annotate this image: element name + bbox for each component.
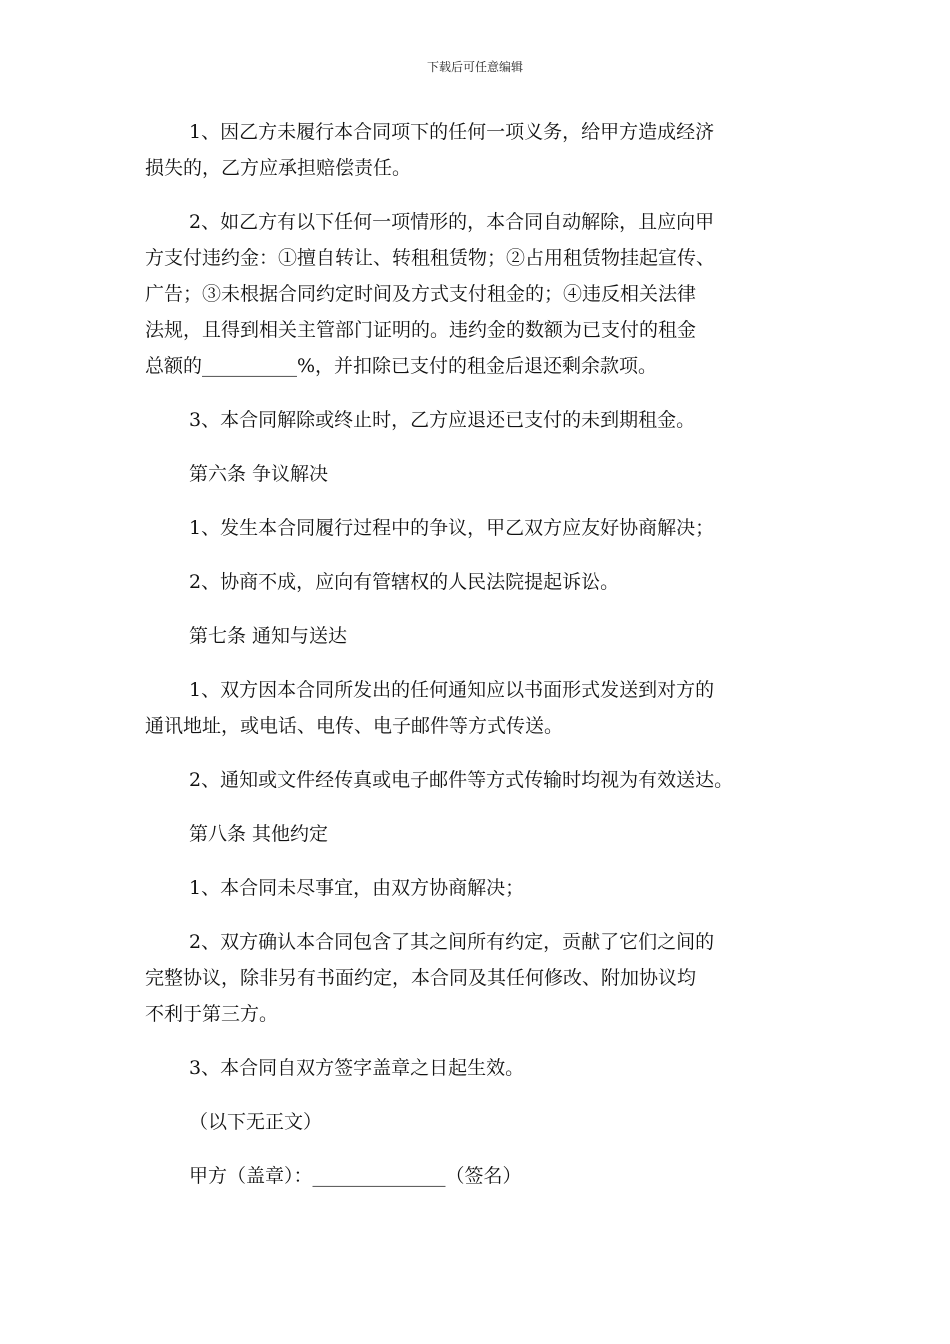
text-line: （以下无正文）	[189, 1111, 323, 1133]
document-body	[145, 114, 815, 1194]
party-a-signature-line: 甲方（盖章）：______________（签名）	[189, 1165, 522, 1187]
text-line: 1、本合同未尽事宜，由双方协商解决；	[189, 877, 525, 899]
text-line: 2、通知或文件经传真或电子邮件等方式传输时均视为有效送达。	[189, 769, 734, 791]
paragraph-refund	[145, 402, 815, 438]
text-line: 完整协议，除非另有书面约定，本合同及其任何修改、附加协议均	[145, 967, 697, 989]
text-line: 不利于第三方。	[145, 1003, 279, 1025]
paragraph-other-matters	[145, 870, 815, 906]
text-line: 2、如乙方有以下任何一项情形的，本合同自动解除，且应向甲	[189, 211, 715, 233]
text-line: 2、协商不成，应向有管辖权的人民法院提起诉讼。	[189, 571, 620, 593]
text-line: 2、双方确认本合同包含了其之间所有约定，贡献了它们之间的	[189, 931, 715, 953]
text-line: 3、本合同自双方签字盖章之日起生效。	[189, 1057, 525, 1079]
text-line: 损失的，乙方应承担赔偿责任。	[145, 157, 412, 179]
paragraph-dispute-litigation	[145, 564, 815, 600]
text-line: 方支付违约金：①擅自转让、转租租赁物；②占用租赁物挂起宣传、	[145, 247, 716, 269]
text-line: 1、发生本合同履行过程中的争议，甲乙双方应友好协商解决；	[189, 517, 715, 539]
section-heading-dispute: 第六条 争议解决	[189, 463, 329, 485]
section-heading-other: 第八条 其他约定	[189, 823, 329, 845]
paragraph-notice-method	[145, 672, 815, 744]
paragraph-breach-liability	[145, 114, 815, 186]
paragraph-dispute-negotiation	[145, 510, 815, 546]
text-line: 3、本合同解除或终止时，乙方应退还已支付的未到期租金。	[189, 409, 696, 431]
text-line: 1、双方因本合同所发出的任何通知应以书面形式发送到对方的	[189, 679, 715, 701]
paragraph-effective-date	[145, 1050, 815, 1086]
page-header: 下载后可任意编辑	[426, 60, 523, 74]
text-line: 广告；③未根据合同约定时间及方式支付租金的；④违反相关法律	[145, 283, 697, 305]
paragraph-termination-conditions	[145, 204, 815, 384]
end-of-text-note	[145, 1104, 815, 1140]
paragraph-entire-agreement	[145, 924, 815, 1032]
text-line: 1、因乙方未履行本合同项下的任何一项义务，给甲方造成经济	[189, 121, 715, 143]
paragraph-notice-delivery	[145, 762, 815, 798]
text-line: 法规，且得到相关主管部门证明的。违约金的数额为已支付的租金	[145, 319, 697, 341]
text-line: 通讯地址，或电话、电传、电子邮件等方式传送。	[145, 715, 564, 737]
section-heading-notice: 第七条 通知与送达	[189, 625, 348, 647]
text-line: 总额的__________%，并扣除已支付的租金后退还剩余款项。	[145, 355, 658, 377]
